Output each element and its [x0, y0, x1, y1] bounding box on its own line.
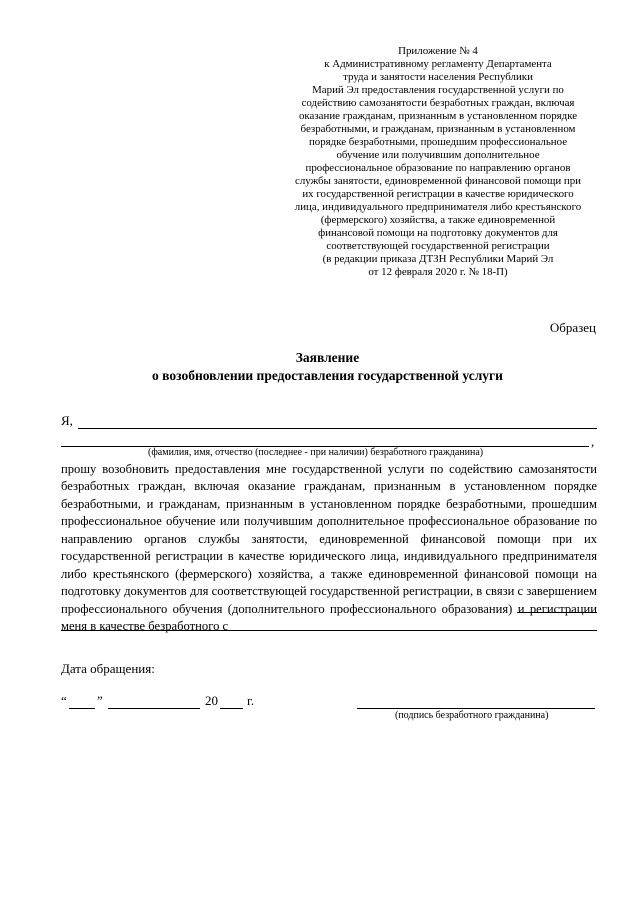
appendix-line: финансовой помощи на подготовку документов для: [318, 227, 558, 239]
appendix-line: Приложение № 4: [398, 45, 478, 57]
registration-date-line[interactable]: [517, 612, 597, 613]
appendix-line: безработными, и гражданам, признанным в установленном: [300, 123, 576, 135]
appendix-line: труда и занятости населения Республики: [343, 71, 533, 83]
appendix-line: порядке безработными, прошедшим профессиональное: [308, 136, 568, 148]
appendix-header: [268, 45, 608, 279]
year-suffix: г.: [247, 693, 255, 708]
signature-line[interactable]: [357, 708, 595, 709]
appendix-line: их государственной регистрации в качестве юридического: [302, 188, 574, 200]
appendix-line: профессиональное образование по направлению органов: [305, 162, 571, 174]
quote-open: “: [61, 693, 67, 708]
date-label: Дата обращения:: [61, 661, 155, 676]
day-line[interactable]: [69, 708, 95, 709]
application-body-text: прошу возобновить предоставления мне государственной услуги по содействию самозанятости безработных граждан, включая оказание гражданам, признанным в установленном порядке безработными, и гражданам, признанным в установленном порядке безработными, прошедшим профессиональное обучение или получившим дополнительное профессиональное образование по направлению органов службы занятости, единовременной финансовой помощи при их государственной регистрации в качестве юридического лица, индивидуального предпринимателя либо крестьянского (фермерского) хозяйства, а также единовременной финансовой помощи на подготовку документов для соответствующей государственной регистрации, в связи с завершением профессионального обучения (дополнительного профессионального образования) и регистрации меня в качестве безработного с: [61, 462, 597, 634]
appendix-line: оказание гражданам, признанным в установленном порядке: [298, 110, 578, 122]
sample-label: Образец: [549, 320, 596, 335]
applicant-comma: ,: [591, 434, 595, 449]
applicant-hint: (фамилия, имя, отчество (последнее - при наличии) безработного гражданина): [148, 447, 484, 458]
month-line[interactable]: [108, 708, 200, 709]
document-subtitle: о возобновлении предоставления государственной услуги: [152, 368, 503, 383]
document-title: Заявление: [295, 350, 360, 365]
signature-hint: (подпись безработного гражданина): [395, 710, 549, 721]
appendix-line: содействию самозанятости безработных граждан, включая: [301, 97, 575, 109]
appendix-line: (фермерского) хозяйства, а также единовременной: [320, 214, 556, 226]
appendix-line: к Административному регламенту Департамента: [324, 58, 552, 70]
extra-text-line[interactable]: [61, 630, 597, 631]
appendix-line: (в редакции приказа ДТЗН Республики Марий Эл: [322, 253, 554, 265]
applicant-prefix: Я,: [61, 413, 73, 428]
year-prefix: 20: [205, 693, 218, 708]
quote-close: ”: [97, 693, 103, 708]
appendix-line: лица, индивидуального предпринимателя либо крестьянского: [294, 201, 582, 213]
appendix-line: от 12 февраля 2020 г. № 18-П): [368, 266, 508, 278]
appendix-line: обучение или получившим дополнительное: [336, 149, 540, 161]
applicant-name-line-1[interactable]: [78, 428, 597, 429]
appendix-line: соответствующей государственной регистрации: [326, 240, 550, 252]
year-line[interactable]: [220, 708, 243, 709]
appendix-line: Марий Эл предоставления государственной услуги по: [312, 84, 564, 96]
appendix-line: службы занятости, единовременной финансовой помощи при: [295, 175, 581, 187]
